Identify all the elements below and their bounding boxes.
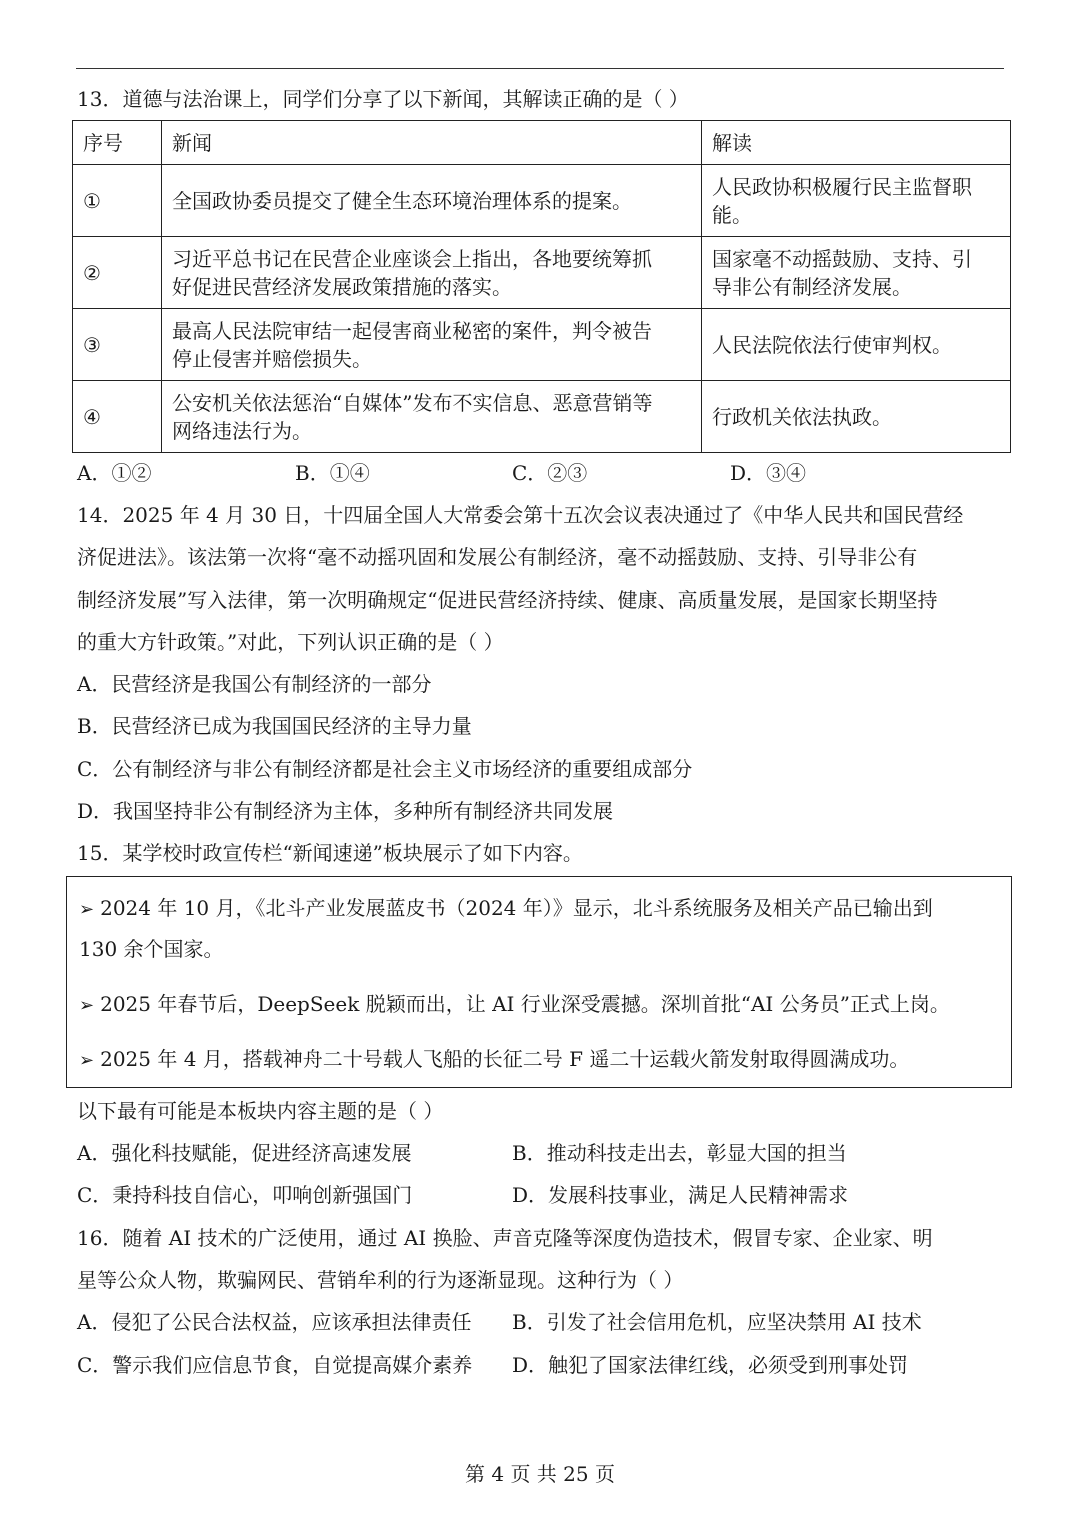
row-num: ③ — [73, 309, 162, 381]
table-header-row — [73, 121, 1011, 165]
q16-stem-line: 星等公众人物，欺骗网民、营销牟利的行为逐渐显现。这种行为（ ） — [77, 1268, 684, 1292]
bulletin-text: 2024 年 10 月，《北斗产业发展蓝皮书（2024 年）》显示，北斗系统服务及相关产品已输出到 — [100, 896, 933, 920]
row-num: ② — [73, 237, 162, 309]
table-row — [73, 381, 1011, 453]
q15-option-d[interactable]: D．发展科技事业，满足人民精神需求 — [512, 1183, 849, 1207]
table-row — [73, 309, 1011, 381]
row-news — [162, 381, 702, 453]
bulletin-item — [79, 894, 933, 922]
row-news — [162, 165, 702, 237]
q14-option-a[interactable]: A．民营经济是我国公有制经济的一部分 — [77, 672, 432, 696]
header-num: 序号 — [73, 121, 162, 165]
news-line: 网络违法行为。 — [172, 418, 312, 443]
interp-line: 导非公有制经济发展。 — [712, 274, 912, 299]
header-rule — [76, 68, 1004, 69]
q13-news-table — [72, 120, 1011, 453]
news-bulletin-box — [66, 876, 1012, 1088]
row-news — [162, 309, 702, 381]
arrow-bullet-icon: ➢ — [79, 995, 95, 1016]
q13-stem: 13．道德与法治课上，同学们分享了以下新闻，其解读正确的是（ ） — [77, 87, 689, 111]
q13-option-d[interactable]: D．③④ — [730, 461, 807, 485]
q15-stem: 15．某学校时政宣传栏“新闻速递”板块展示了如下内容。 — [77, 841, 583, 865]
q14-stem-line: 14．2025 年 4 月 30 日，十四届全国人大常委会第十五次会议表决通过了《中华人民共和国民营经 — [77, 503, 964, 527]
news-line: 最高人民法院审结一起侵害商业秘密的案件，判令被告 — [172, 318, 652, 343]
q13-option-a[interactable]: A．①② — [77, 461, 152, 485]
q13-option-c[interactable]: C．②③ — [512, 461, 588, 485]
row-interp — [702, 381, 1011, 453]
q16-option-b[interactable]: B．引发了社会信用危机，应坚决禁用 AI 技术 — [512, 1310, 922, 1334]
interp-line: 人民法院依法行使审判权。 — [712, 332, 952, 357]
news-line: 习近平总书记在民营企业座谈会上指出，各地要统筹抓 — [172, 246, 652, 271]
interp-line: 能。 — [712, 202, 752, 227]
q14-stem-line: 制经济发展”写入法律，第一次明确规定“促进民营经济持续、健康、高质量发展，是国家长期坚持 — [77, 588, 938, 612]
q16-option-a[interactable]: A．侵犯了公民合法权益，应该承担法律责任 — [77, 1310, 472, 1334]
news-line: 公安机关依法惩治“自媒体”发布不实信息、恶意营销等 — [172, 390, 653, 415]
news-line: 全国政协委员提交了健全生态环境治理体系的提案。 — [172, 188, 632, 213]
interp-line: 行政机关依法执政。 — [712, 404, 892, 429]
header-interp: 解读 — [702, 121, 1011, 165]
page-footer: 第 4 页 共 25 页 — [465, 1462, 615, 1486]
q16-option-c[interactable]: C．警示我们应信息节食，自觉提高媒介素养 — [77, 1353, 473, 1377]
q14-stem-line: 济促进法》。该法第一次将“毫不动摇巩固和发展公有制经济，毫不动摇鼓励、支持、引导非公有 — [77, 545, 918, 569]
q15-option-c[interactable]: C．秉持科技自信心，叩响创新强国门 — [77, 1183, 413, 1207]
row-interp — [702, 165, 1011, 237]
news-line: 好促进民营经济发展政策措施的落实。 — [172, 274, 512, 299]
header-news: 新闻 — [162, 121, 702, 165]
q16-stem-line: 16．随着 AI 技术的广泛使用，通过 AI 换脸、声音克隆等深度伪造技术，假冒专家、企业家、明 — [77, 1226, 933, 1250]
news-line: 停止侵害并赔偿损失。 — [172, 346, 372, 371]
interp-line: 人民政协积极履行民主监督职 — [712, 174, 972, 199]
row-num: ④ — [73, 381, 162, 453]
q15-option-a[interactable]: A．强化科技赋能，促进经济高速发展 — [77, 1141, 412, 1165]
bulletin-item — [79, 990, 950, 1018]
q14-option-c[interactable]: C．公有制经济与非公有制经济都是社会主义市场经济的重要组成部分 — [77, 757, 693, 781]
table-row — [73, 165, 1011, 237]
q16-option-d[interactable]: D．触犯了国家法律红线，必须受到刑事处罚 — [512, 1353, 909, 1377]
q14-option-b[interactable]: B．民营经济已成为我国国民经济的主导力量 — [77, 714, 472, 738]
bulletin-text: 2025 年 4 月，搭载神舟二十号载人飞船的长征二号 F 遥二十运载火箭发射取得圆满成功。 — [100, 1047, 910, 1071]
bulletin-item — [79, 1045, 909, 1073]
q15-question: 以下最有可能是本板块内容主题的是（ ） — [77, 1099, 444, 1123]
row-interp — [702, 309, 1011, 381]
arrow-bullet-icon: ➢ — [79, 1050, 95, 1071]
interp-line: 国家毫不动摇鼓励、支持、引 — [712, 246, 972, 271]
q14-option-d[interactable]: D．我国坚持非公有制经济为主体，多种所有制经济共同发展 — [77, 799, 614, 823]
q14-stem-line: 的重大方针政策。”对此，下列认识正确的是（ ） — [77, 630, 504, 654]
table-row — [73, 237, 1011, 309]
bulletin-text: 2025 年春节后，DeepSeek 脱颖而出，让 AI 行业深受震撼。深圳首批“AI 公务员”正式上岗。 — [100, 992, 950, 1016]
q15-option-b[interactable]: B．推动科技走出去，彰显大国的担当 — [512, 1141, 847, 1165]
row-news — [162, 237, 702, 309]
arrow-bullet-icon: ➢ — [79, 899, 95, 920]
row-interp — [702, 237, 1011, 309]
q13-option-b[interactable]: B．①④ — [295, 461, 370, 485]
row-num: ① — [73, 165, 162, 237]
bulletin-text: 130 余个国家。 — [79, 937, 224, 961]
